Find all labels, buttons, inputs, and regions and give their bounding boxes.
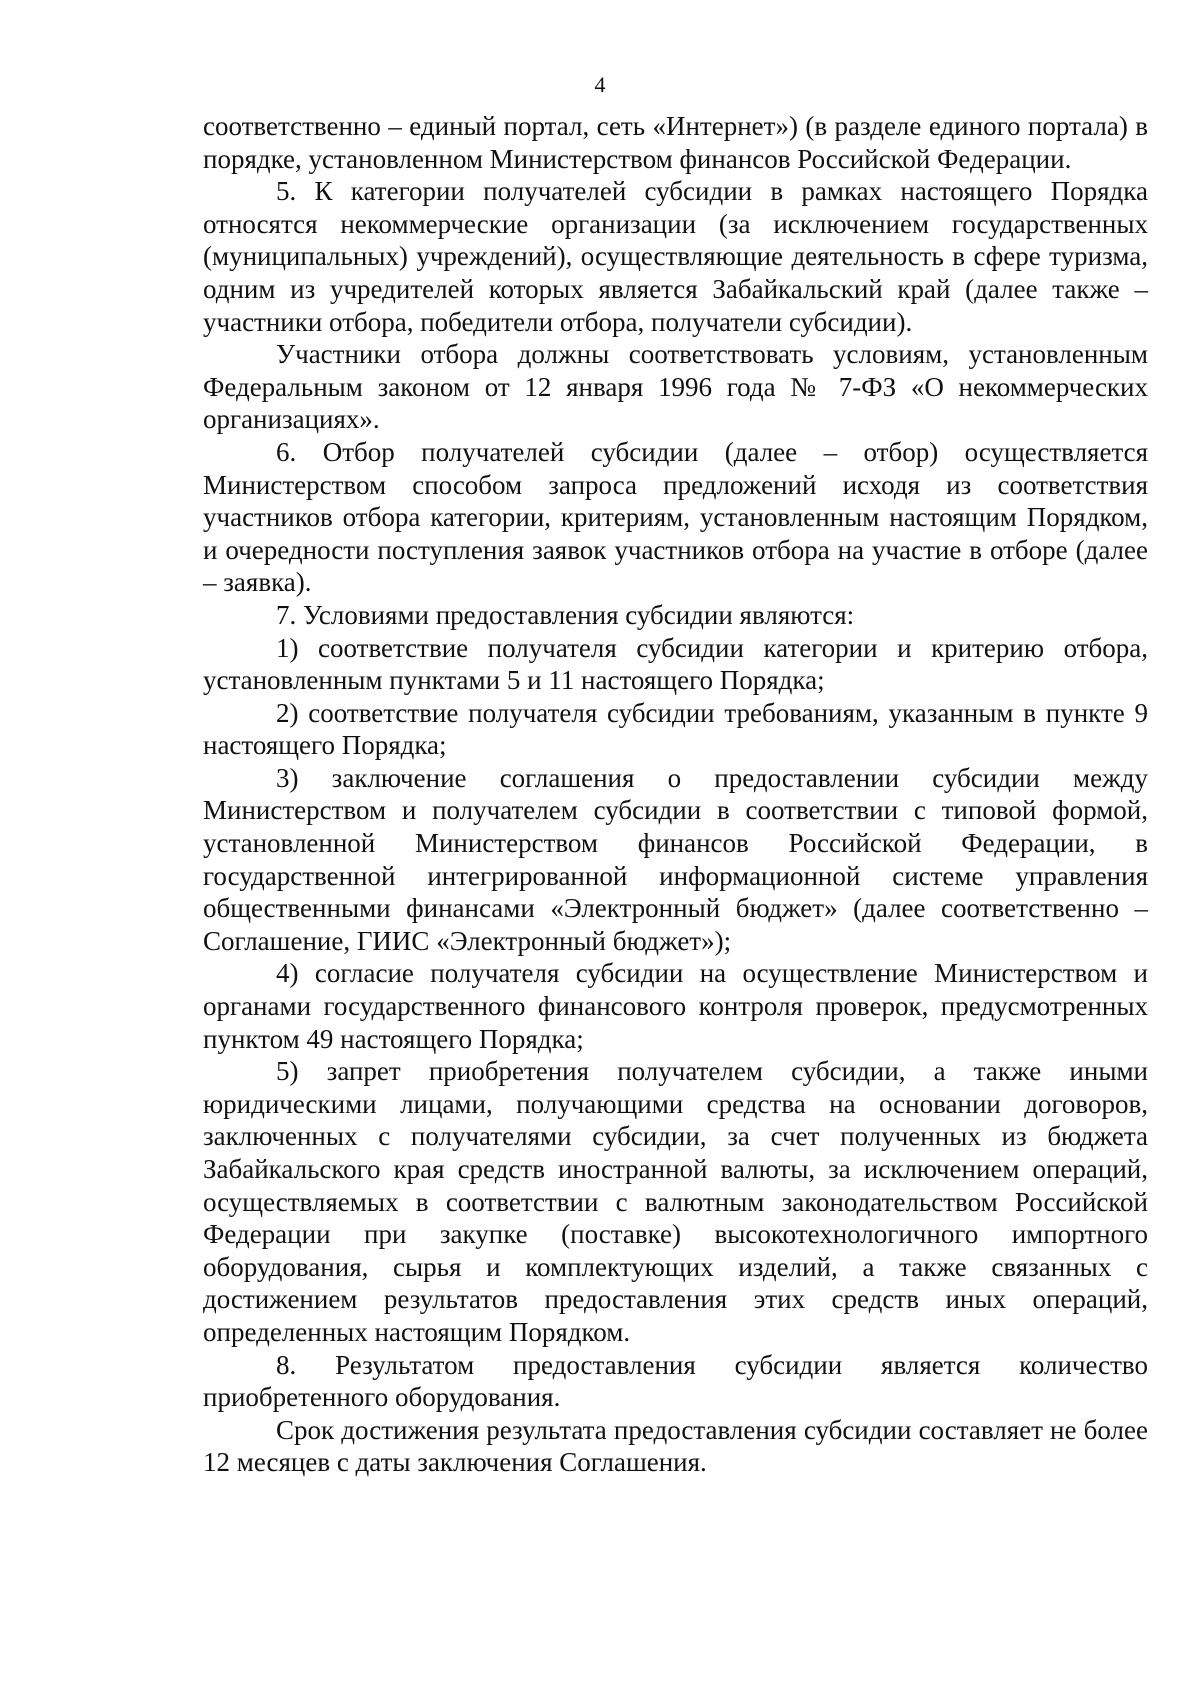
paragraph-condition-3: 3) заключение соглашения о предоставлении субсидии между Министерством и получателем субсидии в соответствии с типовой формой, установленной Министерством финансов Российской Федерации, в государственной интегрированной информационной системе управления общественными финансами «Электронный бюджет» (далее соответственно – Соглашение, ГИИС «Электронный бюджет»);: [203, 762, 1148, 956]
paragraph-condition-4: 4) согласие получателя субсидии на осуществление Министерством и органами государственного финансового контроля проверок, предусмотренных пунктом 49 настоящего Порядка;: [203, 958, 1148, 1054]
paragraph-continuation: соответственно – единый портал, сеть «Интернет») (в разделе единого портала) в порядке, установленном Министерством финансов Российской Федерации.: [203, 111, 1148, 174]
paragraph-condition-5: 5) запрет приобретения получателем субсидии, а также иными юридическими лицами, получающими средства на основании договоров, заключенных с получателями субсидии, за счет полученных из бюджета Забайкальского края средств иностранной валюты, за исключением операций, осуществляемых в соответствии с валютным законодательством Российской Федерации при закупке (поставке) высокотехнологичного импортного оборудования, сырья и комплектующих изделий, а также связанных с достижением результатов предоставления этих средств иных операций, определенных настоящим Порядком.: [203, 1056, 1148, 1347]
document-body: [203, 110, 1148, 1479]
paragraph-item-6: 6. Отбор получателей субсидии (далее – отбор) осуществляется Министерством способом запроса предложений исходя из соответствия участников отбора категории, критериям, установленным настоящим Порядком, и очередности поступления заявок участников отбора на участие в отборе (далее – заявка).: [203, 436, 1148, 598]
paragraph-condition-2: 2) соответствие получателя субсидии требованиям, указанным в пункте 9 настоящего Порядка;: [203, 697, 1148, 761]
paragraph-result-deadline: Срок достижения результата предоставления субсидии составляет не более 12 месяцев с даты заключения Соглашения.: [203, 1414, 1148, 1478]
paragraph-participants-requirements: Участники отбора должны соответствовать условиям, установленным Федеральным законом от 12 января 1996 года № 7-ФЗ «О некоммерческих организациях».: [203, 339, 1148, 435]
paragraph-item-7: 7. Условиями предоставления субсидии являются:: [276, 599, 855, 630]
paragraph-item-8: 8. Результатом предоставления субсидии является количество приобретенного оборудования.: [203, 1349, 1148, 1413]
page-number: 4: [594, 72, 606, 97]
paragraph-condition-1: 1) соответствие получателя субсидии категории и критерию отбора, установленным пунктами 5 и 11 настоящего Порядка;: [203, 632, 1148, 696]
paragraph-item-5: 5. К категории получателей субсидии в рамках настоящего Порядка относятся некоммерческие организации (за исключением государственных (муниципальных) учреждений), осуществляющие деятельность в сфере туризма, одним из учредителей которых является Забайкальский край (далее также – участники отбора, победители отбора, получатели субсидии).: [203, 176, 1148, 337]
